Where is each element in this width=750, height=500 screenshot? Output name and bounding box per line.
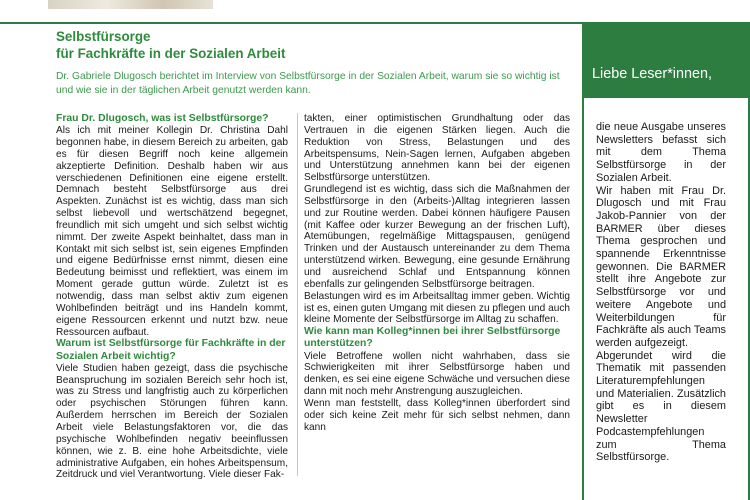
- article-column-middle: [304, 113, 570, 434]
- article-intro: Dr. Gabriele Dlugosch berichtet im Interview von Selbstfürsorge in der Sozialen Arbeit, warum sie so wichtig ist und wie sie in der täglichen Arbeit genutzt werden kann.: [56, 71, 560, 96]
- answer-paragraph: Als ich mit meiner Kollegin Dr. Christina Dahl begonnen habe, in diesem Bereich zu arbeiten, gab es für diesen Begriff noch keine allgemein akzeptierte Definition. Deshalb haben wir aus verschiedenen Definitionen eine eigene erstellt. Demnach besteht Selbstfürsorge aus drei Aspekten. Zunächst ist es wichtig, dass man sich selbst liebevoll und wertschätzend begegnet, freundlich mit sich umgeht und sich selbst wichtig nimmt. Der zweite Aspekt beinhaltet, dass man in Kontakt mit sich selbst ist, sein eigenes Empfinden und eigene Bedürfnisse ernst nimmt, diesen eine Bedeutung beimisst und reflektiert, was einem im Moment gerade guttun würde. Zuletzt ist es notwendig, dass man selbst aktiv zum eigenen Wohlbefinden beiträgt und ins Handeln kommt, eigene Ressourcen erkennt und nutzt bzw. neue Ressourcen aufbaut.: [56, 125, 288, 338]
- article-title: [56, 28, 556, 62]
- question-heading: Warum ist Selbstfürsorge für Fachkräfte in der Sozialen Arbeit wichtig?: [56, 338, 286, 362]
- article-column-left: [56, 113, 288, 481]
- answer-paragraph: Belastungen wird es im Arbeitsalltag immer geben. Wichtig ist es, einen guten Umgang mit diesen zu pflegen und auch kleine Momente der Selbstfürsorge im Alltag zu schaffen.: [304, 290, 570, 326]
- answer-paragraph: Viele Studien haben gezeigt, dass die psychische Beanspruchung im sozialen Bereich sehr hoch ist, was zu Stress und langfristig auch zu körperlichen oder psychischen Störungen führen kann. Außerdem herrschen im Bereich der Sozialen Arbeit viele Belastungsfaktoren vor, die das psychische Wohlbefinden negativ beeinflussen können, wie z. B. eine hohe Arbeitsdichte, viele administrative Aufgaben, ein hohes Arbeitspensum, Zeitdruck und viel Verantwortung. Viele dieser Fak-: [56, 362, 288, 481]
- answer-paragraph: Grundlegend ist es wichtig, dass sich die Maßnahmen der Selbstfürsorge in den (Arbeits-)Alltag integrieren lassen und zur Routine werden. Dabei können häufigere Pausen (mit Kaffee oder kurzer Bewegung an der frischen Luft), Atemübungen, regelmäßige Mittagspausen, genügend Trinken und der Austausch untereinander zu dem Thema unterstützend wirken. Bewegung, eine gesunde Ernährung und ausreichend Schlaf und Entspannung können ebenfalls zur gelingenden Selbstfürsorge beitragen.: [304, 184, 570, 290]
- column-divider: [297, 113, 298, 476]
- question-heading: Wie kann man Kolleg*innen bei ihrer Selbstfürsorge unterstützen?: [304, 326, 561, 350]
- header-photo-strip: [48, 0, 213, 9]
- answer-paragraph: Wenn man feststellt, dass Kolleg*innen überfordert sind oder sich keine Zeit mehr für sich selbst nehmen, dann kann: [304, 397, 570, 433]
- sidebar-header: [582, 24, 750, 99]
- sidebar-paragraph: die neue Ausgabe unseres Newsletters befasst sich mit dem Thema Selbstfürsorge in der Sozialen Arbeit.: [596, 121, 726, 184]
- article-title-line-1: Selbstfürsorge: [56, 29, 151, 44]
- sidebar-paragraph: Wir haben mit Frau Dr. Dlugosch und mit Frau Jakob-Pannier von der BARMER über dieses Thema gesprochen und spannende Erkenntnisse gewonnen. Die BARMER stellt ihre Angebote zur Selbstfürsorge vor und weitere Angebote und Weiterbildungen für Fachkräfte als auch Teams werden aufgezeigt.: [596, 184, 726, 349]
- question-heading: Frau Dr. Dlugosch, was ist Selbstfürsorge?: [56, 113, 269, 124]
- answer-paragraph: takten, einer optimistischen Grundhaltung oder das Vertrauen in die eigenen Stärken liegen. Auch die Reduktion von Stress, Belastungen und des Arbeitspensums, Nein-Sagen lernen, Aufgaben abgeben und Unterstützung annehmen kann bei der eigenen Selbstfürsorge unterstützen.: [304, 113, 570, 184]
- sidebar-editorial: [596, 121, 726, 464]
- sidebar-paragraph: Abgerundet wird die Thematik mit passenden Literaturempfehlungen und Materialien. Zusätzlich gibt es in diesem Newsletter Podcastempfehlungen zum Thema Selbstfürsorge.: [596, 349, 726, 464]
- answer-paragraph: Viele Betroffene wollen nicht wahrhaben, dass sie Schwierigkeiten mit ihrer Selbstfürsorge haben und denken, es sei eine eigene Schwäche und versuchen diese dann mit noch mehr Anstrengung auszugleichen.: [304, 350, 570, 398]
- sidebar-heading: Liebe Leser*innen,: [592, 66, 713, 82]
- article-title-line-2: für Fachkräfte in der Sozialen Arbeit: [56, 46, 286, 61]
